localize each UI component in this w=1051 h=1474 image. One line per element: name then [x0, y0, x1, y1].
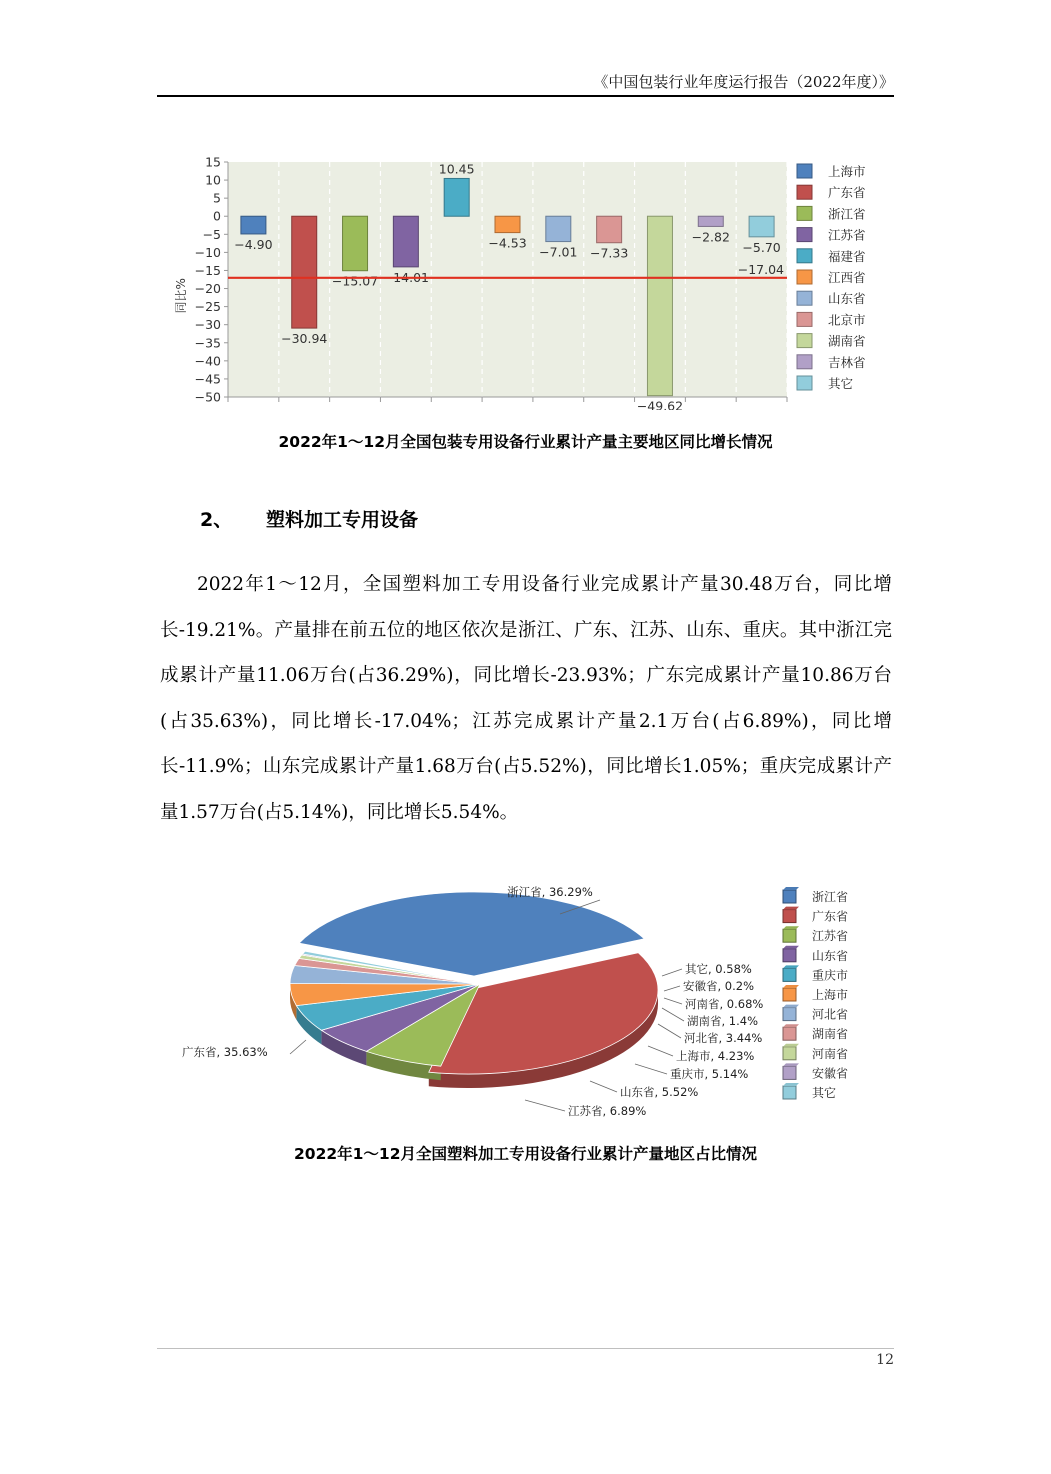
legend-swatch	[783, 890, 796, 903]
legend-swatch	[797, 334, 812, 348]
legend-swatch	[797, 164, 812, 178]
legend-label: 湖南省	[812, 1027, 849, 1042]
running-header: 《中国包装行业年度运行报告（2022年度）》	[593, 73, 894, 91]
header-rule	[157, 95, 894, 97]
bar-value-label: −7.01	[539, 244, 578, 260]
y-tick-label: −30	[194, 317, 221, 333]
legend-swatch	[797, 206, 812, 220]
slice-label: 浙江省, 36.29%	[507, 885, 593, 899]
legend-label: 其它	[828, 376, 854, 391]
legend-swatch	[783, 1047, 796, 1060]
page-number: 12	[876, 1352, 894, 1368]
slice-leader-line	[664, 998, 682, 1004]
bar-山东省	[546, 216, 571, 241]
slice-leader-line	[648, 1046, 673, 1056]
legend-swatch	[797, 228, 812, 242]
y-tick-label: −5	[202, 226, 221, 242]
legend-swatch	[783, 968, 796, 981]
slice-label: 安徽省, 0.2%	[683, 979, 755, 993]
legend-swatch	[783, 949, 796, 962]
bar-江苏省	[393, 216, 418, 267]
legend-swatch	[797, 376, 812, 390]
legend-swatch-top	[783, 907, 799, 910]
legend-swatch	[783, 1027, 796, 1040]
slice-leader-line	[290, 1040, 306, 1054]
slice-label: 湖南省, 1.4%	[687, 1014, 759, 1028]
legend-label: 上海市	[828, 164, 866, 179]
legend-label: 吉林省	[828, 354, 866, 370]
y-tick-label: −10	[194, 244, 221, 260]
legend-label: 湖南省	[828, 333, 866, 349]
legend-label: 山东省	[828, 291, 866, 307]
bar-chart-caption: 2022年1～12月全国包装专用设备行业累计产量主要地区同比增长情况	[278, 433, 773, 451]
bar-value-label: −5.70	[742, 239, 781, 255]
slice-leader-line	[662, 969, 682, 976]
legend-label: 重庆市	[812, 968, 849, 983]
bar-湖南省	[647, 216, 672, 395]
legend-label: 山东省	[812, 948, 849, 963]
slice-label: 上海市, 4.23%	[676, 1049, 755, 1063]
legend-swatch-top	[783, 887, 799, 890]
slice-leader-line	[658, 1024, 681, 1038]
legend-swatch	[783, 1066, 796, 1079]
legend-swatch	[783, 1086, 796, 1099]
y-tick-label: −50	[194, 389, 221, 405]
slice-leader-line	[635, 1064, 667, 1074]
bar-value-label: −15.07	[331, 273, 379, 289]
slice-label: 广东省, 35.63%	[182, 1045, 268, 1059]
legend-swatch-top	[783, 965, 799, 968]
slice-label: 江苏省, 6.89%	[568, 1104, 647, 1118]
bar-广东省	[292, 216, 317, 328]
legend-swatch	[797, 312, 812, 326]
slice-label: 山东省, 5.52%	[620, 1085, 699, 1099]
legend-label: 河南省	[812, 1046, 849, 1061]
bar-上海市	[241, 216, 266, 234]
slice-label: 河北省, 3.44%	[684, 1031, 763, 1045]
legend-swatch-top	[783, 1024, 799, 1027]
legend-label: 河北省	[812, 1007, 849, 1022]
slice-leader-line	[590, 1081, 617, 1092]
legend-label: 福建省	[828, 248, 866, 264]
bar-value-label: 10.45	[438, 161, 475, 177]
bar-value-label: −2.82	[691, 229, 730, 245]
slice-leader-line	[664, 986, 680, 991]
slice-label: 河南省, 0.68%	[685, 997, 764, 1011]
slice-label: 其它, 0.58%	[685, 962, 752, 976]
section-number: 2、	[200, 509, 233, 531]
y-tick-label: 15	[205, 154, 221, 170]
bar-浙江省	[343, 216, 368, 270]
legend-label: 北京市	[828, 312, 866, 328]
y-axis-label: 同比%	[174, 278, 188, 314]
body-paragraph: 2022年1～12月，全国塑料加工专用设备行业完成累计产量30.48万台，同比增长-19.21%。产量排在前五位的地区依次是浙江、广东、江苏、山东、重庆。其中浙江完成累计产量11.06万台(占36.29%)，同比增长-23.93%；广东完成累计产量10.86万台(占35.63%)，同比增长-17.04%；江苏完成累计产量2.1万台(占6.89%)，同比增长-11.9%；山东完成累计产量1.68万台(占5.52%)，同比增长1.05%；重庆完成累计产量1.57万台(占5.14%)，同比增长5.54%。	[160, 574, 892, 823]
legend-swatch	[797, 185, 812, 199]
legend-swatch	[797, 291, 812, 305]
bar-吉林省	[698, 216, 723, 226]
footer-rule	[157, 1348, 894, 1349]
reference-line-label: −17.04	[737, 261, 784, 277]
legend-label: 江苏省	[828, 227, 866, 243]
y-tick-label: −15	[194, 262, 221, 278]
bar-value-label: −49.62	[636, 398, 684, 410]
legend-swatch-top	[783, 946, 799, 949]
legend-label: 浙江省	[828, 206, 866, 222]
y-tick-label: −25	[194, 299, 221, 315]
legend-swatch-top	[783, 1063, 799, 1066]
bar-value-label: −4.90	[234, 236, 273, 252]
legend-label: 江苏省	[812, 929, 849, 944]
bar-value-label: −14.01	[382, 269, 429, 285]
bar-江西省	[495, 216, 520, 232]
legend-label: 安徽省	[812, 1066, 849, 1081]
slice-leader-line	[662, 1008, 684, 1021]
y-tick-label: 5	[213, 190, 221, 206]
legend-label: 浙江省	[812, 890, 849, 904]
section-heading	[200, 505, 418, 532]
section-title: 塑料加工专用设备	[266, 509, 419, 531]
legend-swatch-top	[783, 1083, 799, 1086]
y-tick-label: 0	[213, 208, 221, 224]
legend-swatch	[797, 355, 812, 369]
y-tick-label: −40	[194, 353, 221, 369]
bar-chart	[160, 150, 895, 410]
bar-value-label: −7.33	[589, 245, 629, 261]
bar-value-label: −30.94	[281, 331, 328, 347]
pie-chart	[180, 878, 880, 1128]
bar-福建省	[444, 178, 469, 216]
y-tick-label: −35	[194, 335, 221, 351]
y-tick-label: −45	[194, 371, 221, 387]
y-tick-label: −20	[194, 281, 221, 297]
slice-leader-line	[525, 1100, 565, 1111]
slice-label: 重庆市, 5.14%	[670, 1067, 749, 1081]
y-tick-label: 10	[205, 172, 221, 188]
legend-swatch	[797, 270, 812, 284]
legend-label: 广东省	[812, 909, 849, 924]
legend-swatch	[797, 249, 812, 263]
legend-swatch-top	[783, 1044, 799, 1047]
bar-value-label: −4.53	[488, 235, 527, 251]
legend-label: 上海市	[812, 988, 849, 1002]
legend-swatch	[783, 929, 796, 942]
legend-label: 广东省	[828, 185, 866, 201]
legend-swatch	[783, 1008, 796, 1021]
legend-label: 江西省	[828, 270, 866, 285]
bar-其它	[749, 216, 774, 237]
legend-swatch	[783, 988, 796, 1001]
legend-swatch-top	[783, 1005, 799, 1008]
legend-swatch	[783, 910, 796, 923]
pie-chart-caption: 2022年1～12月全国塑料加工专用设备行业累计产量地区占比情况	[294, 1145, 757, 1163]
legend-swatch-top	[783, 926, 799, 929]
legend-swatch-top	[783, 985, 799, 988]
bar-北京市	[597, 216, 622, 243]
legend-label: 其它	[812, 1086, 837, 1100]
